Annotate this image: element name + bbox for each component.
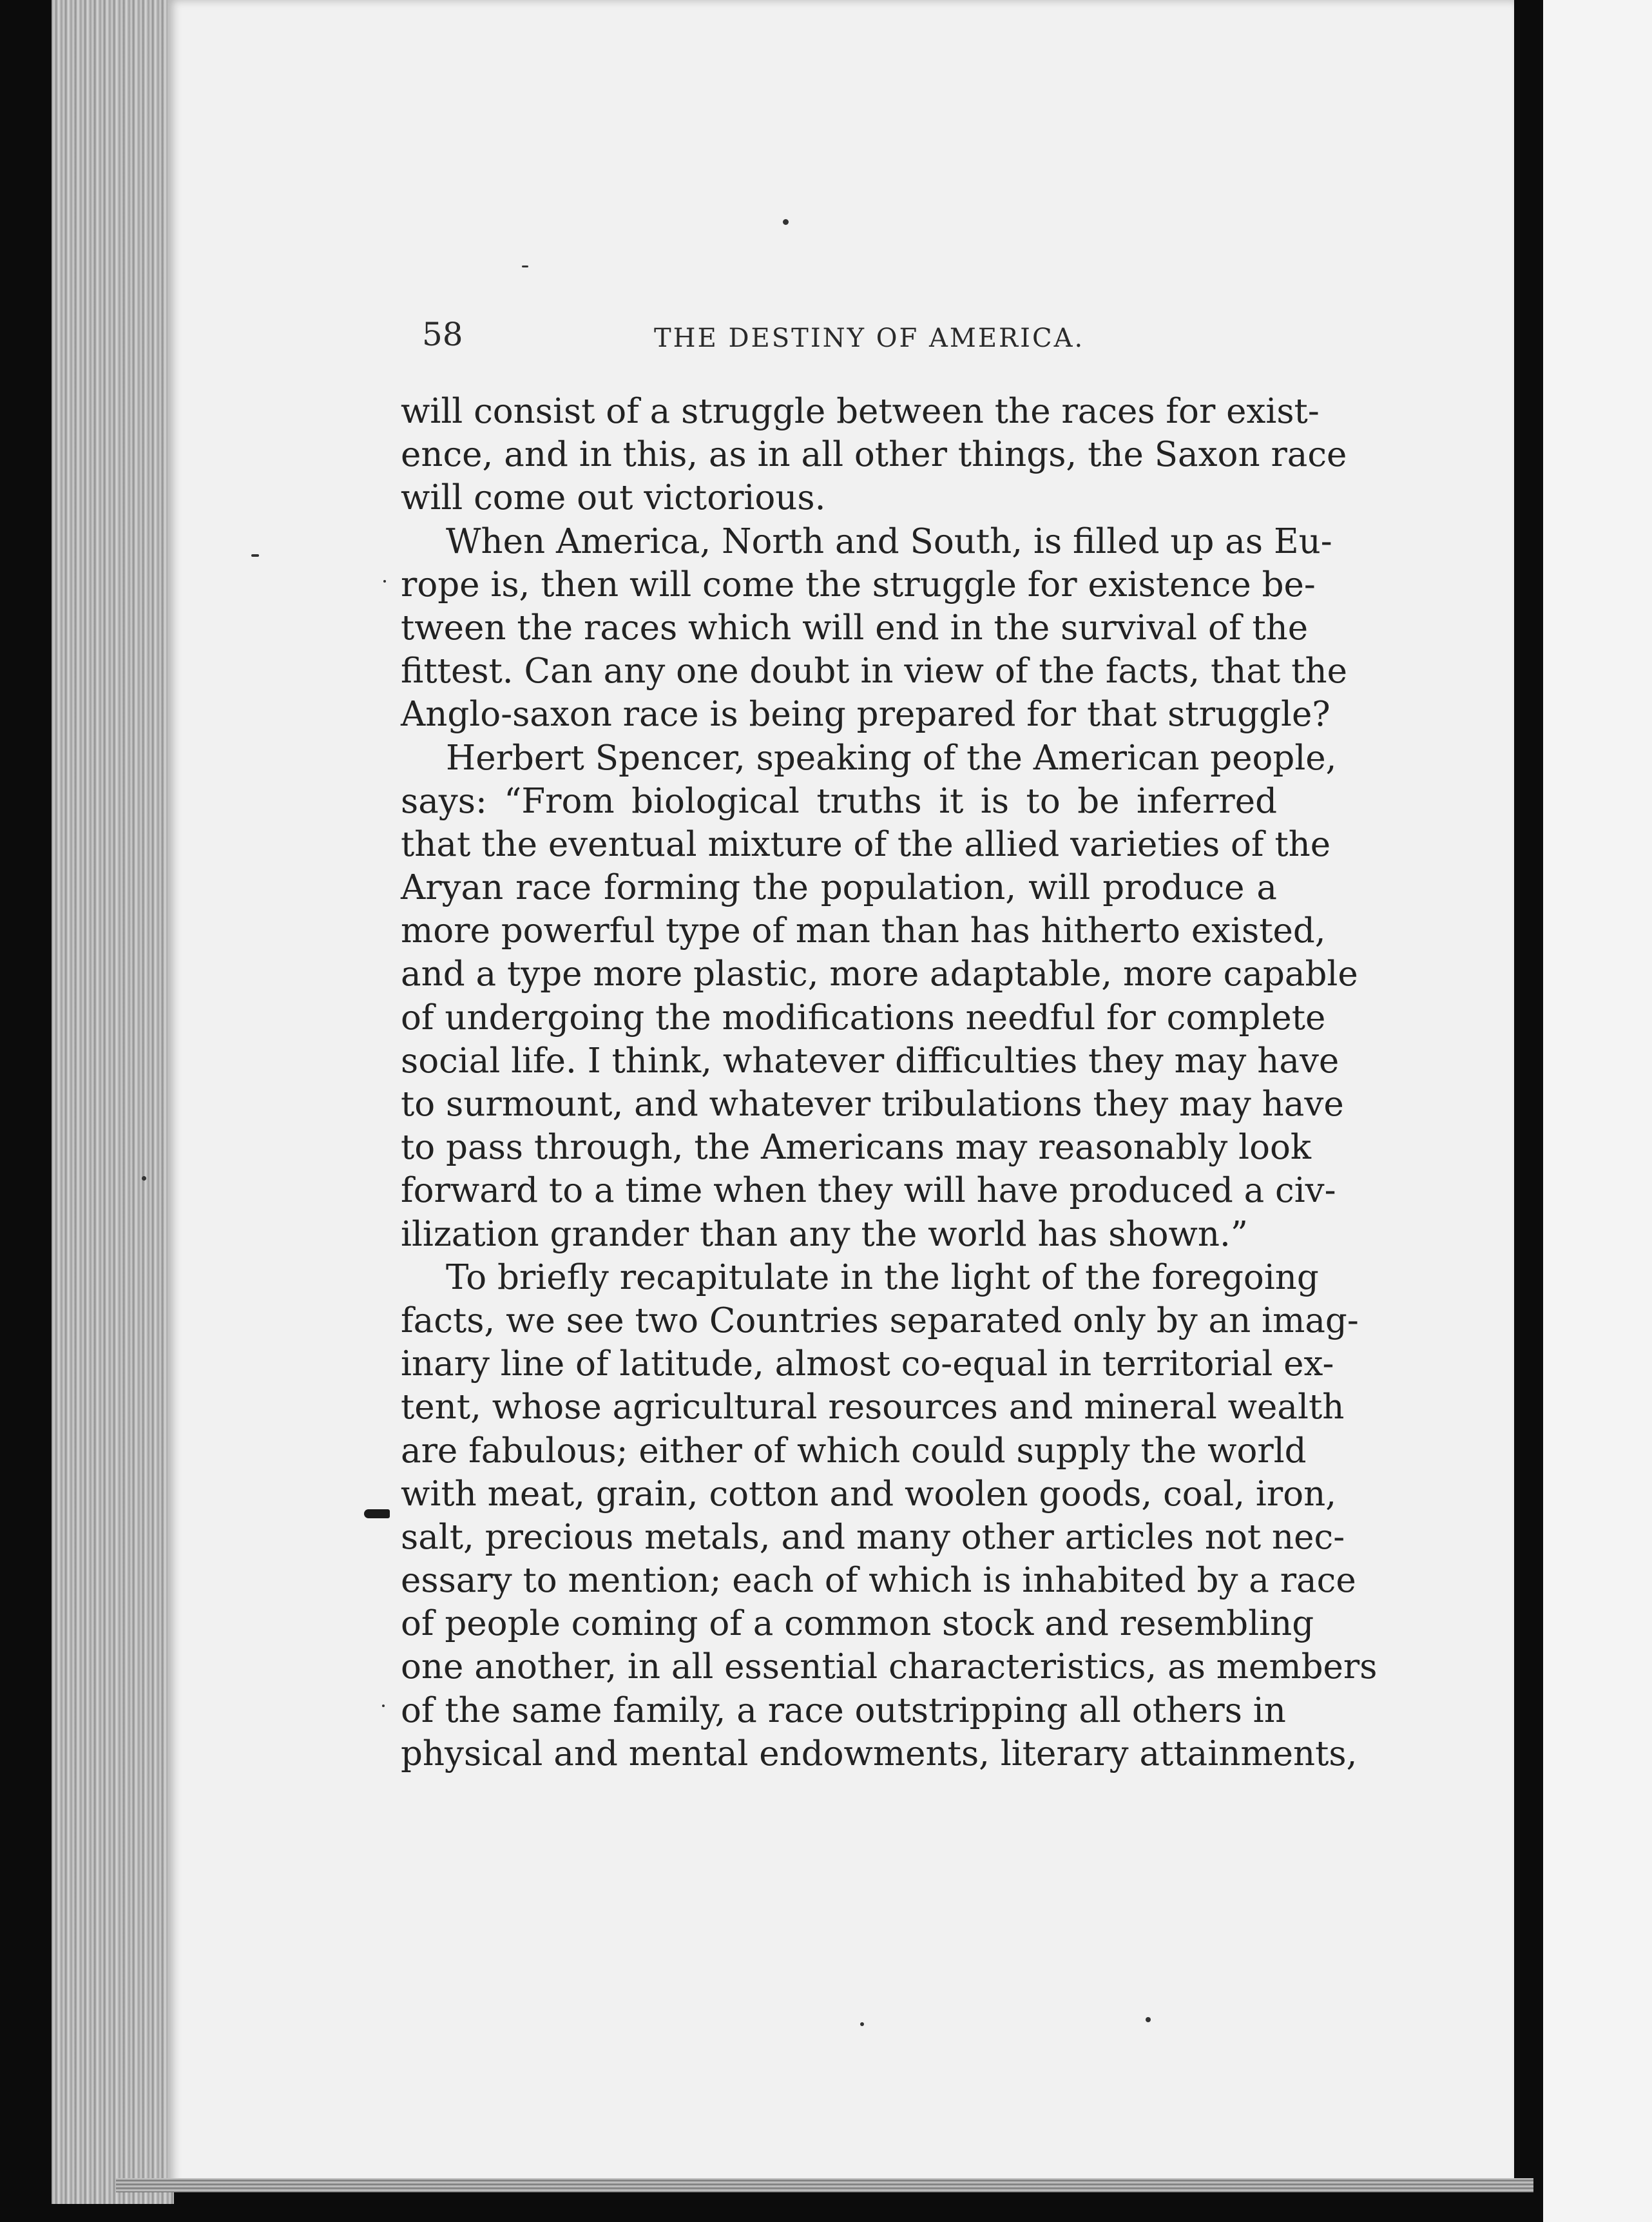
- text-line: essary to mention; each of which is inhabited by a race: [401, 1561, 1356, 1601]
- text-line: To briefly recapitulate in the light of the foregoing: [446, 1257, 1319, 1297]
- text-line: more powerful type of man than has hitherto existed,: [401, 911, 1326, 951]
- text-line: with meat, grain, cotton and woolen goods, coal, iron,: [401, 1474, 1337, 1514]
- scan-speck: [783, 219, 789, 225]
- text-line: of undergoing the modifications needful for complete: [401, 998, 1326, 1038]
- text-line: rope is, then will come the struggle for existence be-: [401, 565, 1316, 604]
- scan-speck: [142, 1176, 146, 1181]
- page-bottom-edge: [116, 2178, 1533, 2192]
- text-line: salt, precious metals, and many other articles not nec-: [401, 1517, 1345, 1557]
- text-line: inary line of latitude, almost co-equal in territorial ex-: [401, 1344, 1334, 1384]
- text-line: Herbert Spencer, speaking of the American people,: [446, 738, 1337, 778]
- text-line: facts, we see two Countries separated only by an imag-: [401, 1300, 1359, 1340]
- text-line: Anglo-saxon race is being prepared for that struggle?: [401, 695, 1330, 735]
- text-line: physical and mental endowments, literary attainments,: [401, 1734, 1358, 1773]
- text-line: that the eventual mixture of the allied varieties of the: [401, 824, 1331, 864]
- text-line: Aryan race forming the population, will produce a: [401, 868, 1277, 908]
- text-line: ilization grander than any the world has shown.”: [401, 1214, 1248, 1254]
- text-line: of the same family, a race outstripping all others in: [401, 1690, 1286, 1730]
- text-line: one another, in all essential characteristics, as members: [401, 1647, 1378, 1687]
- text-line: will come out victorious.: [401, 478, 826, 518]
- scan-speck: [251, 554, 259, 557]
- page-number: 58: [422, 316, 463, 353]
- text-line: are fabulous; either of which could supply the world: [401, 1431, 1307, 1471]
- body-text: [401, 390, 1378, 1775]
- text-line: social life. I think, whatever difficulties they may have: [401, 1041, 1340, 1081]
- scan-speck: [1146, 2017, 1151, 2022]
- running-head: [422, 316, 1279, 367]
- scan-speck: [522, 266, 528, 267]
- text-line: to surmount, and whatever tribulations they may have: [401, 1085, 1344, 1124]
- text-line: of people coming of a common stock and resembling: [401, 1604, 1314, 1644]
- text-line: When America, North and South, is filled up as Eu-: [446, 521, 1332, 561]
- margin-pointer-mark: [364, 1509, 390, 1518]
- text-line: and a type more plastic, more adaptable, more capable: [401, 954, 1358, 994]
- text-line: forward to a time when they will have produced a civ-: [401, 1171, 1336, 1211]
- facing-page-edge: [1543, 0, 1652, 2222]
- page-stack-edge: [52, 0, 174, 2204]
- text-line: will consist of a struggle between the races for exist-: [401, 392, 1320, 431]
- scan-speck: [383, 580, 386, 583]
- scan-speck: [860, 2022, 864, 2026]
- scan-speck: [382, 1705, 385, 1707]
- text-line: ence, and in this, as in all other things, the Saxon race: [401, 435, 1347, 475]
- running-title: THE DESTINY OF AMERICA.: [654, 324, 1085, 353]
- text-line: fittest. Can any one doubt in view of the facts, that the: [401, 652, 1347, 691]
- text-line: to pass through, the Americans may reasonably look: [401, 1128, 1312, 1168]
- text-line: tween the races which will end in the survival of the: [401, 608, 1309, 648]
- text-line: says: “From biological truths it is to be inferred: [401, 781, 1277, 821]
- text-line: tent, whose agricultural resources and mineral wealth: [401, 1387, 1345, 1427]
